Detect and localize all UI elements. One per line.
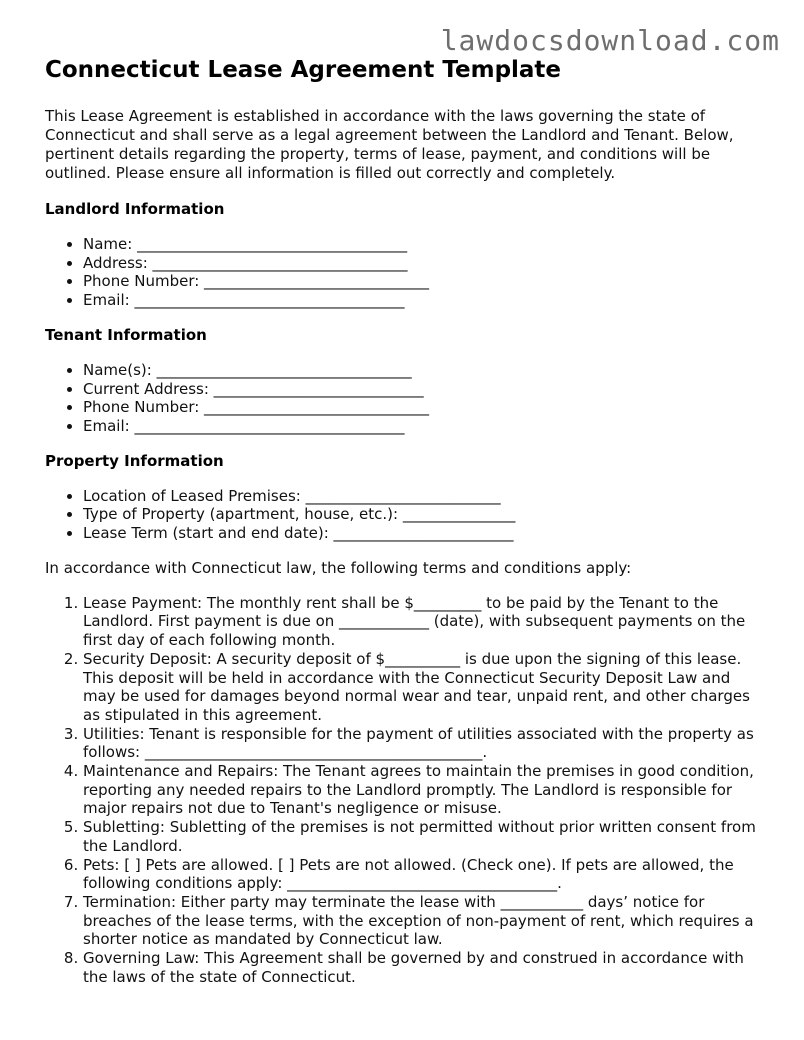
tenant-names-field: • Name(s): __________________________________ — [83, 361, 765, 380]
property-type-field: • Type of Property (apartment, house, etc.): _______________ — [83, 505, 765, 524]
property-heading: Property Information — [45, 451, 224, 470]
tenant-email-field: • Email: ____________________________________ — [83, 417, 765, 436]
landlord-name-field: • Name: ____________________________________ — [83, 235, 765, 254]
tenant-address-field: • Current Address: ____________________________ — [83, 380, 765, 399]
term-lease-payment: 1. Lease Payment: The monthly rent shall be $_________ to be paid by the Tenant to the Landlord. First payment is due on ____________ (date), with subsequent payments on the first day of each following month. — [83, 594, 765, 650]
term-pets: 6. Pets: [ ] Pets are allowed. [ ] Pets are not allowed. (Check one). If pets are allowed, the following conditions apply: ____________________________________. — [83, 856, 765, 893]
lease-term-field: • Lease Term (start and end date): ________________________ — [83, 524, 765, 543]
term-subletting: 5. Subletting: Subletting of the premises is not permitted without prior written consent from the Landlord. — [83, 818, 765, 855]
landlord-heading: Landlord Information — [45, 200, 225, 218]
term-security-deposit: 2. Security Deposit: A security deposit of $__________ is due upon the signing of this lease. This deposit will be held in accordance with the Connecticut Security Deposit Law and may be used for damages beyond normal wear and tear, unpaid rent, and other charges as stipulated in this agreement. — [83, 650, 765, 725]
term-governing-law: 8. Governing Law: This Agreement shall be governed by and construed in accordance with the laws of the state of Connecticut. — [83, 949, 765, 986]
tenant-list — [45, 361, 765, 436]
term-maintenance: 4. Maintenance and Repairs: The Tenant agrees to maintain the premises in good condition, reporting any needed repairs to the Landlord promptly. The Landlord is responsible for major repairs not due to Tenant's negligence or misuse. — [83, 762, 765, 818]
property-location-field: • Location of Leased Premises: __________________________ — [83, 487, 765, 506]
landlord-address-field: • Address: __________________________________ — [83, 254, 765, 273]
property-list — [45, 487, 765, 543]
tenant-heading: Tenant Information — [45, 325, 207, 344]
term-utilities: 3. Utilities: Tenant is responsible for the payment of utilities associated with the property as follows: _____________________________________________. — [83, 725, 765, 762]
terms-intro: In accordance with Connecticut law, the following terms and conditions apply: — [45, 558, 632, 577]
terms-list — [45, 594, 765, 987]
document-page — [45, 54, 765, 987]
tenant-phone-field: • Phone Number: ______________________________ — [83, 398, 765, 417]
page-title: Connecticut Lease Agreement Template — [45, 57, 562, 83]
landlord-email-field: • Email: ____________________________________ — [83, 291, 765, 310]
landlord-phone-field: • Phone Number: ______________________________ — [83, 272, 765, 291]
landlord-list — [45, 235, 765, 310]
intro-paragraph: This Lease Agreement is established in accordance with the laws governing the state of Connecticut and shall serve as a legal agreement between the Landlord and Tenant. Below, pertinent details regarding the property, terms of lease, payment, and conditions will be outlined. Please ensure all information is filled out correctly and completely. — [45, 107, 734, 182]
watermark: lawdocsdownload.com — [440, 24, 780, 57]
term-termination: 7. Termination: Either party may terminate the lease with ___________ days’ notice for breaches of the lease terms, with the exception of non-payment of rent, which requires a shorter notice as mandated by Connecticut law. — [83, 893, 765, 949]
